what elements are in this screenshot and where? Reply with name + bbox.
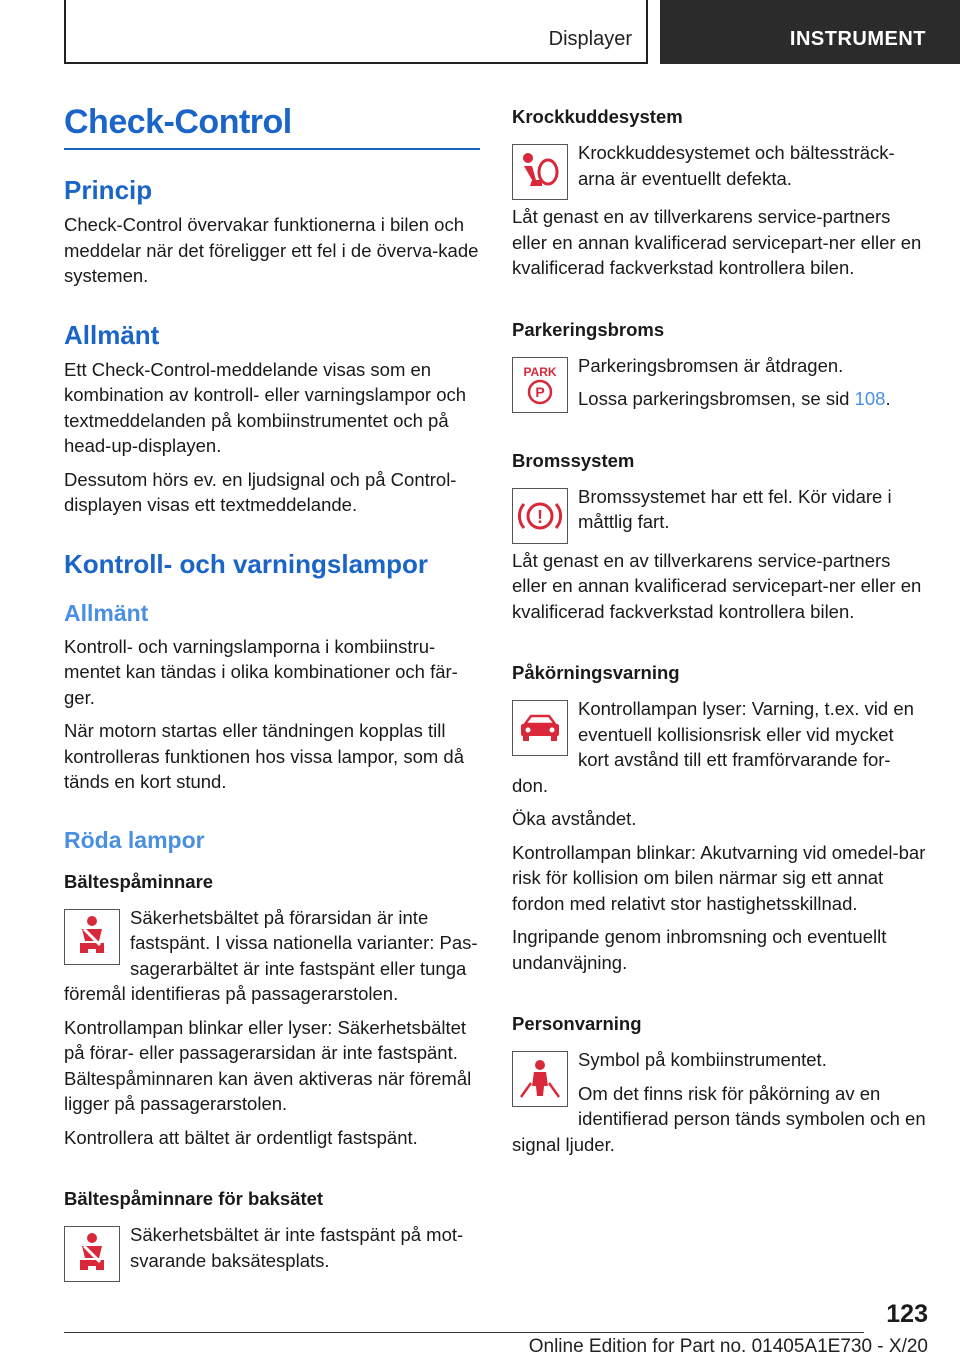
- pedestrian-warning-icon: [512, 1051, 568, 1107]
- park-text-2-pre: Lossa parkeringsbromsen, se sid: [578, 388, 855, 409]
- brake-icon-symbol: !: [537, 506, 543, 527]
- warning-seatbelt: [64, 905, 480, 1015]
- header-section-label: Displayer: [548, 28, 632, 50]
- brake-text-2: Låt genast en av tillverkarens service-partners eller en annan kvalificerad servicepart-ner eller en kvalificerad fackverkstad kontrollera bilen.: [512, 549, 922, 622]
- left-column: [64, 100, 480, 1286]
- collision-text-4: Ingripande genom inbromsning och eventuellt undanväjning.: [512, 926, 887, 973]
- heading-parkeringsbroms: Parkeringsbroms: [512, 318, 665, 340]
- right-column: [512, 104, 926, 1165]
- parking-brake-icon: [512, 357, 568, 413]
- lampor-text-1: Kontroll- och varningslamporna i kombiinstru-mentet kan tändas i olika kombinationer och fär-ger.: [64, 635, 458, 708]
- page-number: 123: [886, 1300, 928, 1328]
- park-text-1: Parkeringsbromsen är åtdragen.: [578, 354, 844, 376]
- collision-text-1: Kontrollampan lyser: Varning, t.ex. vid en eventuell kollisionsrisk eller vid mycket kort avstånd till ett framförvarande for-don.: [512, 698, 914, 796]
- footer-rule: [64, 1332, 864, 1333]
- lampor-text-2: När motorn startas eller tändningen kopplas till kontrolleras funktionen hos vissa lampor, som då tänds en kort stund.: [64, 720, 465, 792]
- belt-text-3: Kontrollera att bältet är ordentligt fastspänt.: [64, 1126, 418, 1148]
- belt-text-1: Säkerhetsbältet på förarsidan är inte fastspänt. I vissa nationella varianter: Pas-sagerarbältet är inte fastspänt eller tunga föremål identifieras på passagerarstolen.: [64, 906, 478, 1004]
- heading-baltespaminnare: Bältespåminnare: [64, 870, 214, 892]
- parking-icon-text: PARK: [523, 364, 557, 379]
- subheading-roda-lampor: Röda lampor: [64, 826, 205, 853]
- heading-pakorningsvarning: Påkörningsvarning: [512, 662, 680, 683]
- warning-airbag: [512, 140, 926, 204]
- header-section-box: [64, 0, 648, 64]
- brake-text-1: Bromssystemet har ett fel. Kör vidare i måttlig fart.: [578, 485, 892, 532]
- heading-allmant: Allmänt: [64, 319, 160, 350]
- warning-seatbelt-rear: [64, 1222, 480, 1286]
- warning-collision: [512, 696, 926, 806]
- person-text-1: Symbol på kombiinstrumentet.: [578, 1049, 827, 1070]
- header-chapter-label: INSTRUMENT: [789, 28, 926, 50]
- belt-text-2: Kontrollampan blinkar eller lyser: Säkerhetsbältet på förar- eller passagerarsidan är inte fastspänt. Bältespåminnaren kan även aktiveras när föremål ligger på passagerarstolen.: [64, 1016, 472, 1114]
- collision-text-2: Öka avståndet.: [512, 808, 637, 829]
- park-text-2: [512, 383, 926, 412]
- warning-pedestrian: [512, 1047, 926, 1165]
- seatbelt-icon: [64, 909, 120, 965]
- allmant-text-2: Dessutom hörs ev. en ljudsignal och på Control-displayen visas ett textmeddelande.: [64, 468, 457, 515]
- parking-icon-letter: P: [535, 383, 545, 400]
- collision-text-3: Kontrollampan blinkar: Akutvarning vid omedel-bar risk för kollision om bilen närmar sig ett annat fordon med relativt stor hastighetsskillnad.: [512, 841, 926, 914]
- heading-krockkuddesystem: Krockkuddesystem: [512, 106, 683, 127]
- page-link-108[interactable]: 108: [854, 388, 886, 409]
- collision-warning-icon: [512, 700, 568, 756]
- warning-parking-brake: [512, 353, 926, 420]
- footer-edition: Online Edition for Part no. 01405A1E730 - X/20: [528, 1336, 928, 1357]
- heading-baltespaminnare-baksate: Bältespåminnare för baksätet: [64, 1188, 324, 1209]
- belt-rear-text: Säkerhetsbältet är inte fastspänt på mot-svarande baksätesplats.: [130, 1224, 464, 1271]
- title-rule: [64, 148, 480, 150]
- brake-system-icon: [512, 488, 568, 544]
- allmant-text-1: Ett Check-Control-meddelande visas som en kombination av kontroll- eller varningslampor och textmeddelanden på kombiinstrumentet och på head-up-displayen.: [64, 358, 467, 456]
- page-title: Check-Control: [64, 103, 292, 141]
- princip-text: Check-Control övervakar funktionerna i bilen och meddelar när det föreligger ett fel i de överva-kade systemen.: [64, 214, 479, 286]
- airbag-icon: [512, 144, 568, 200]
- seatbelt-icon: [64, 1226, 120, 1282]
- warning-brake-system: [512, 484, 926, 548]
- airbag-text-1: Krockkuddesystemet och bältessträck-arna är eventuellt defekta.: [578, 142, 895, 189]
- subheading-allmant: Allmänt: [64, 599, 149, 626]
- person-text-2: Om det finns risk för påkörning av en identifierad person tänds symbolen och en signal ljuder.: [512, 1082, 926, 1155]
- airbag-text-2: Låt genast en av tillverkarens service-partners eller en annan kvalificerad servicepart-ner eller en kvalificerad fackverkstad kontrollera bilen.: [512, 206, 922, 278]
- heading-lampor: Kontroll- och varningslampor: [64, 548, 429, 579]
- heading-bromssystem: Bromssystem: [512, 449, 635, 471]
- header-chapter-tab: [660, 0, 960, 64]
- heading-princip: Princip: [64, 175, 153, 205]
- park-text-2-post: .: [885, 388, 891, 409]
- heading-personvarning: Personvarning: [512, 1013, 642, 1034]
